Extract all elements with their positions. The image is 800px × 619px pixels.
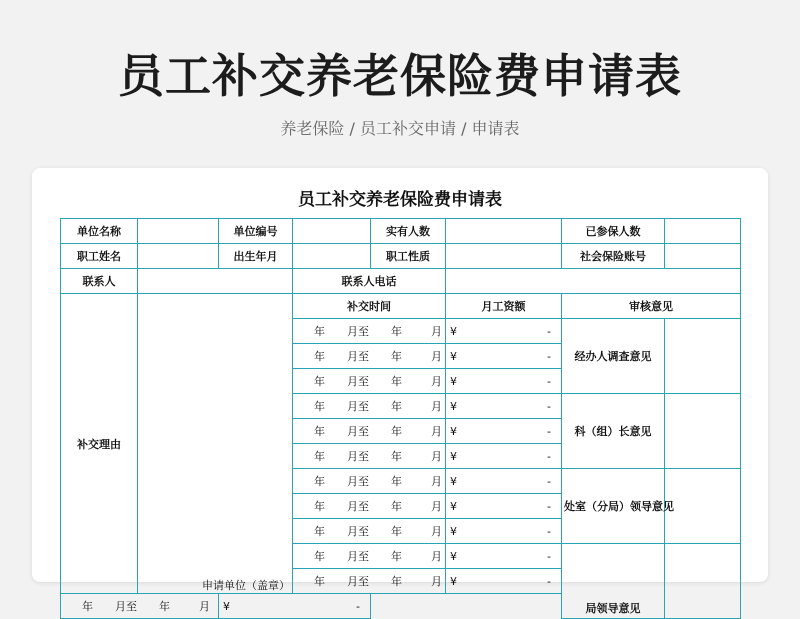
year-label: 年 [82, 600, 93, 613]
contact-phone-field[interactable] [446, 269, 741, 294]
amount-placeholder: - [547, 549, 551, 563]
amount-placeholder: - [547, 524, 551, 538]
salary-field[interactable] [446, 494, 562, 519]
period-date-field[interactable] [293, 369, 446, 394]
amount-placeholder: - [547, 574, 551, 588]
year-label: 年 [314, 575, 325, 588]
month-label: 月 [431, 525, 442, 538]
review-field[interactable] [665, 544, 741, 619]
actual-headcount-field[interactable] [446, 219, 562, 244]
contact-person-label: 联系人 [61, 269, 138, 294]
year-label: 年 [314, 500, 325, 513]
birth-date-label: 出生年月 [219, 244, 293, 269]
month-label: 月 [431, 475, 442, 488]
period-date-field[interactable] [293, 494, 446, 519]
currency-label: ¥ [450, 424, 457, 438]
period-date-field[interactable] [293, 394, 446, 419]
amount-placeholder: - [356, 599, 360, 613]
form-card [32, 168, 768, 615]
currency-label: ¥ [450, 574, 457, 588]
month-to-label: 月至 [347, 475, 369, 488]
currency-label: ¥ [450, 399, 457, 413]
form-row-contact [61, 269, 741, 294]
actual-headcount-label: 实有人数 [371, 219, 446, 244]
amount-placeholder: - [547, 399, 551, 413]
social-security-account-label: 社会保险账号 [562, 244, 665, 269]
period-date-field[interactable] [293, 544, 446, 569]
amount-placeholder: - [547, 349, 551, 363]
breadcrumb: 养老保险 / 员工补交申请 / 申请表 [280, 119, 520, 138]
contact-phone-label: 联系人电话 [293, 269, 446, 294]
currency-label: ¥ [450, 349, 457, 363]
insured-count-label: 已参保人数 [562, 219, 665, 244]
currency-label: ¥ [450, 324, 457, 338]
month-to-label: 月至 [347, 350, 369, 363]
salary-header: 月工资额 [446, 294, 562, 319]
currency-label: ¥ [450, 374, 457, 388]
review-label: 科（组）长意见 [562, 394, 665, 469]
review-label: 经办人调查意见 [562, 319, 665, 394]
form-row-headers [61, 294, 741, 319]
social-security-account-field[interactable] [665, 244, 741, 269]
month-label: 月 [431, 575, 442, 588]
period-date-field[interactable] [293, 469, 446, 494]
salary-field[interactable] [446, 319, 562, 344]
month-label: 月 [431, 325, 442, 338]
period-header: 补交时间 [293, 294, 446, 319]
month-label: 月 [431, 400, 442, 413]
employee-type-field[interactable] [446, 244, 562, 269]
month-to-label: 月至 [347, 575, 369, 588]
year-label: 年 [391, 325, 402, 338]
period-date-field[interactable] [293, 344, 446, 369]
year-label: 年 [314, 325, 325, 338]
currency-label: ¥ [223, 599, 230, 613]
salary-field[interactable] [446, 569, 562, 594]
company-code-label: 单位编号 [219, 219, 293, 244]
period-date-field[interactable] [293, 319, 446, 344]
form-row-employee [61, 244, 741, 269]
salary-field[interactable] [446, 544, 562, 569]
salary-field[interactable] [446, 419, 562, 444]
review-header: 审核意见 [562, 294, 741, 319]
period-date-field[interactable] [293, 569, 446, 594]
amount-placeholder: - [547, 499, 551, 513]
reason-field[interactable] [138, 294, 293, 594]
reason-label: 补交理由 [61, 294, 138, 594]
month-label: 月 [199, 600, 210, 613]
insured-count-field[interactable] [665, 219, 741, 244]
employee-name-label: 职工姓名 [61, 244, 138, 269]
year-label: 年 [314, 425, 325, 438]
salary-field[interactable] [446, 444, 562, 469]
employee-name-field[interactable] [138, 244, 219, 269]
year-label: 年 [391, 450, 402, 463]
currency-label: ¥ [450, 474, 457, 488]
salary-field[interactable] [219, 594, 371, 619]
month-label: 月 [431, 350, 442, 363]
period-date-field[interactable] [293, 444, 446, 469]
employee-type-label: 职工性质 [371, 244, 446, 269]
month-label: 月 [431, 425, 442, 438]
salary-field[interactable] [446, 519, 562, 544]
birth-date-field[interactable] [293, 244, 371, 269]
year-label: 年 [314, 550, 325, 563]
form-title: 员工补交养老保险费申请表 [298, 190, 502, 210]
month-to-label: 月至 [347, 325, 369, 338]
currency-label: ¥ [450, 499, 457, 513]
salary-field[interactable] [446, 344, 562, 369]
year-label: 年 [391, 500, 402, 513]
salary-field[interactable] [446, 469, 562, 494]
year-label: 年 [391, 550, 402, 563]
review-field[interactable] [665, 319, 741, 394]
company-name-label: 单位名称 [61, 219, 138, 244]
year-label: 年 [314, 400, 325, 413]
salary-field[interactable] [446, 394, 562, 419]
month-to-label: 月至 [347, 500, 369, 513]
page-title: 员工补交养老保险费申请表 [118, 49, 682, 103]
year-label: 年 [391, 400, 402, 413]
amount-placeholder: - [547, 324, 551, 338]
applicant-stamp-label: 申请单位（盖章） [202, 579, 290, 592]
review-field[interactable] [665, 394, 741, 469]
month-to-label: 月至 [347, 425, 369, 438]
salary-field[interactable] [446, 369, 562, 394]
currency-label: ¥ [450, 449, 457, 463]
review-label: 处室（分局）领导意见 [562, 469, 665, 544]
month-label: 月 [431, 500, 442, 513]
amount-placeholder: - [547, 374, 551, 388]
month-to-label: 月至 [115, 600, 137, 613]
month-label: 月 [431, 550, 442, 563]
period-date-field[interactable] [61, 594, 219, 619]
company-code-field[interactable] [293, 219, 371, 244]
amount-placeholder: - [547, 474, 551, 488]
month-to-label: 月至 [347, 400, 369, 413]
period-date-field[interactable] [293, 519, 446, 544]
contact-person-field[interactable] [138, 269, 293, 294]
currency-label: ¥ [450, 549, 457, 563]
month-to-label: 月至 [347, 450, 369, 463]
year-label: 年 [391, 525, 402, 538]
currency-label: ¥ [450, 524, 457, 538]
year-label: 年 [391, 350, 402, 363]
review-label: 局领导意见 [562, 544, 665, 619]
month-label: 月 [431, 450, 442, 463]
year-label: 年 [391, 475, 402, 488]
year-label: 年 [314, 375, 325, 388]
month-to-label: 月至 [347, 525, 369, 538]
amount-placeholder: - [547, 424, 551, 438]
company-name-field[interactable] [138, 219, 219, 244]
year-label: 年 [314, 525, 325, 538]
year-label: 年 [314, 450, 325, 463]
form-row-company [61, 219, 741, 244]
year-label: 年 [314, 475, 325, 488]
review-field[interactable] [665, 469, 741, 544]
month-label: 月 [431, 375, 442, 388]
year-label: 年 [391, 425, 402, 438]
year-label: 年 [391, 375, 402, 388]
period-date-field[interactable] [293, 419, 446, 444]
application-form-table [60, 218, 741, 619]
year-label: 年 [391, 575, 402, 588]
month-to-label: 月至 [347, 375, 369, 388]
amount-placeholder: - [547, 449, 551, 463]
month-to-label: 月至 [347, 550, 369, 563]
year-label: 年 [314, 350, 325, 363]
year-label: 年 [159, 600, 170, 613]
